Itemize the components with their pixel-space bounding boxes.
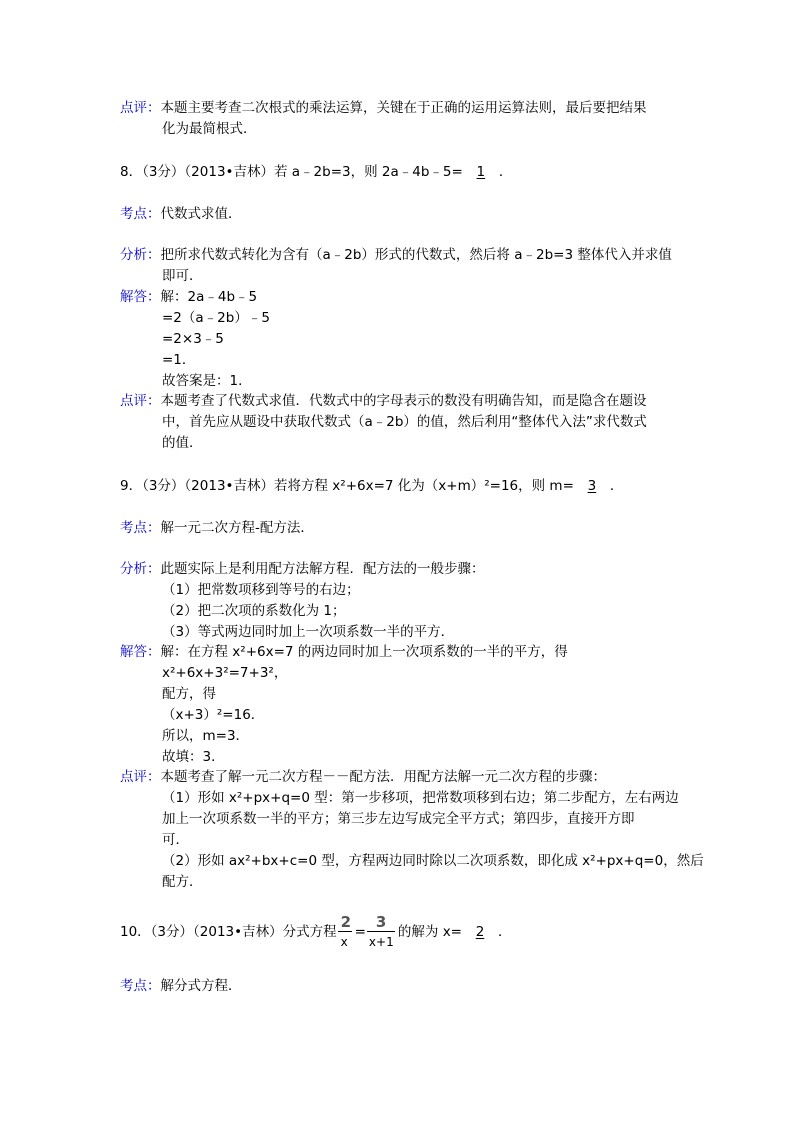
- q7-dianping-line-1: 点评：本题主要考查二次根式的乘法运算，关键在于正确的运用运算法则，最后要把结果: [120, 100, 647, 116]
- q10-fraction-1: $\frac{2}{x}$: [338, 914, 354, 950]
- q8-dianping-line-3: 的值．: [162, 435, 203, 451]
- q10-stem: 10．（3分）（2013•吉林）分式方程 $\frac{2}{x}$ = $\frac{3}{x+1}$ 的解为 x= 2 ．: [120, 912, 512, 952]
- q10-fraction-2: $\frac{3}{x+1}$: [368, 913, 394, 949]
- q9-jieda-label: 解答：: [120, 644, 161, 660]
- q9-fenxi-line-1: 分析：此题实际上是利用配方法解方程．配方法的一般步骤：: [120, 561, 485, 577]
- q10-answer: 2: [475, 924, 485, 940]
- q8-jieda-line-2: =2（a﹣2b）﹣5: [162, 310, 270, 326]
- q9-fenxi-line-3: （2）把二次项的系数化为 1；: [162, 603, 346, 619]
- q10-kaodian: 考点：解分式方程．: [120, 978, 242, 994]
- q9-jieda-line-5: 所以，m=3．: [162, 728, 250, 744]
- q9-jieda-line-1: 解答：解：在方程 x²+6x=7 的两边同时加上一次项系数的一半的平方，得: [120, 644, 568, 660]
- q9-kaodian: 考点：解一元二次方程-配方法．: [120, 520, 314, 536]
- q9-answer: 3: [587, 478, 597, 494]
- q7-dianping-label: 点评：: [120, 100, 161, 116]
- q8-jieda-line-1: 解答：解：2a﹣4b﹣5: [120, 289, 258, 305]
- q9-jieda-line-3: 配方，得: [162, 686, 216, 702]
- q8-fenxi-line-1: 分析：把所求代数式转化为含有（a﹣2b）形式的代数式，然后将 a﹣2b=3 整体代入并求值: [120, 247, 672, 263]
- q8-fenxi-label: 分析：: [120, 247, 161, 263]
- q9-dianping-line-4: 可．: [162, 832, 189, 848]
- q10-equals: =: [354, 924, 366, 940]
- q8-dianping-line-2: 中，首先应从题设中获取代数式（a﹣2b）的值，然后利用“整体代入法”求代数式: [162, 414, 647, 430]
- q8-jieda-line-5: 故答案是：1．: [162, 373, 252, 389]
- q9-dianping-line-1: 点评：本题考查了解一元二次方程－－配方法．用配方法解一元二次方程的步骤：: [120, 769, 606, 785]
- q9-jieda-line-2: x²+6x+3²=7+3²，: [162, 665, 288, 681]
- q8-jieda-label: 解答：: [120, 289, 161, 305]
- q9-dianping-line-5: （2）形如 ax²+bx+c=0 型，方程两边同时除以二次项系数，即化成 x²+px+q=0，然后: [162, 853, 704, 869]
- q10-kaodian-label: 考点：: [120, 978, 161, 994]
- q8-fenxi-line-2: 即可．: [162, 268, 203, 284]
- q8-dianping-line-1: 点评：本题考查了代数式求值．代数式中的字母表示的数没有明确告知，而是隐含在题设: [120, 393, 647, 409]
- q9-jieda-line-4: （x+3）²=16．: [162, 707, 265, 723]
- q9-stem: 9．（3分）（2013•吉林）若将方程 x²+6x=7 化为（x+m）²=16，则 m= 3 ．: [120, 478, 624, 494]
- q9-jieda-line-6: 故填：3．: [162, 749, 225, 765]
- q9-fenxi-line-4: （3）等式两边同时加上一次项系数一半的平方．: [162, 624, 455, 640]
- q8-answer: 1: [476, 164, 486, 180]
- q7-dianping-line-2: 化为最简根式．: [162, 121, 257, 137]
- q9-fenxi-label: 分析：: [120, 561, 161, 577]
- q9-kaodian-label: 考点：: [120, 520, 161, 536]
- q9-dianping-line-3: 加上一次项系数一半的平方；第三步左边写成完全平方式；第四步，直接开方即: [162, 811, 635, 827]
- q8-jieda-line-4: =1．: [162, 352, 196, 368]
- q8-jieda-line-3: =2×3﹣5: [162, 331, 224, 347]
- q8-dianping-label: 点评：: [120, 393, 161, 409]
- q9-fenxi-line-2: （1）把常数项移到等号的右边；: [162, 582, 360, 598]
- q9-dianping-line-2: （1）形如 x²+px+q=0 型：第一步移项，把常数项移到右边；第二步配方，左右两边: [162, 790, 679, 806]
- q8-kaodian: 考点：代数式求值．: [120, 206, 242, 222]
- q8-kaodian-label: 考点：: [120, 206, 161, 222]
- q9-dianping-label: 点评：: [120, 769, 161, 785]
- q8-stem: 8．（3分）（2013•吉林）若 a﹣2b=3，则 2a﹣4b﹣5= 1 ．: [120, 164, 513, 180]
- q9-dianping-line-6: 配方．: [162, 874, 203, 890]
